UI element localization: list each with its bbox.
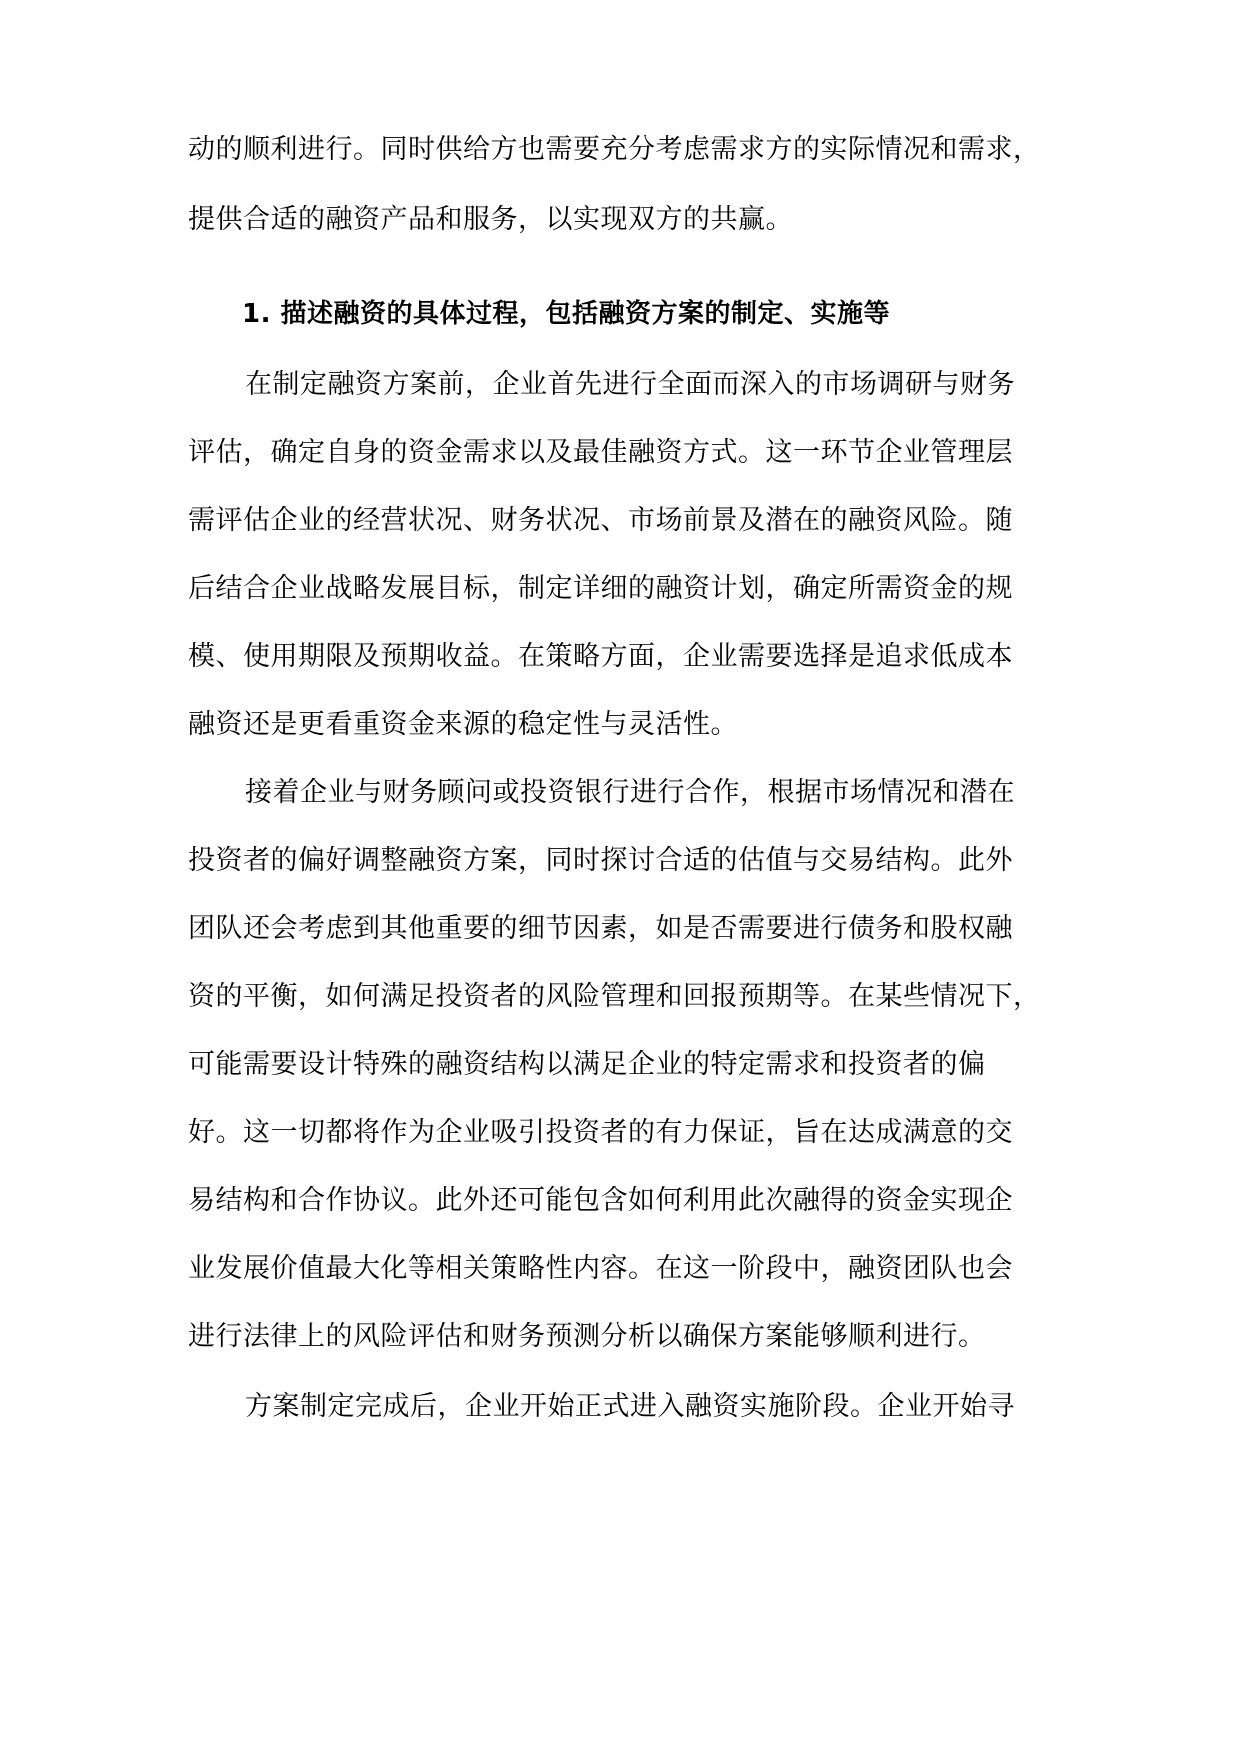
body-text-line: 资的平衡，如何满足投资者的风险管理和回报预期等。在某些情况下，: [188, 981, 1041, 1012]
body-text-line: 易结构和合作协议。此外还可能包含如何利用此次融得的资金实现企: [188, 1185, 1013, 1216]
body-text-line: 后结合企业战略发展目标，制定详细的融资计划，确定所需资金的规: [188, 573, 1013, 604]
body-text-line: 融资还是更看重资金来源的稳定性与灵活性。: [188, 709, 738, 740]
body-text-line: 投资者的偏好调整融资方案，同时探讨合适的估值与交易结构。此外: [188, 845, 1013, 876]
body-text-line: 可能需要设计特殊的融资结构以满足企业的特定需求和投资者的偏: [188, 1049, 986, 1080]
body-text-line: 好。这一切都将作为企业吸引投资者的有力保证，旨在达成满意的交: [188, 1117, 1013, 1148]
body-text-line: 接着企业与财务顾问或投资银行进行合作，根据市场情况和潜在: [245, 777, 1015, 808]
body-text-line: 提供合适的融资产品和服务，以实现双方的共赢。: [188, 204, 793, 235]
body-text-line: 动的顺利进行。同时供给方也需要充分考虑需求方的实际情况和需求，: [188, 134, 1041, 165]
body-text-line: 进行法律上的风险评估和财务预测分析以确保方案能够顺利进行。: [188, 1321, 986, 1352]
body-text-line: 业发展价值最大化等相关策略性内容。在这一阶段中，融资团队也会: [188, 1253, 1013, 1284]
section-heading: 1. 描述融资的具体过程，包括融资方案的制定、实施等: [242, 299, 891, 329]
body-text-line: 模、使用期限及预期收益。在策略方面，企业需要选择是追求低成本: [188, 641, 1013, 672]
body-text-line: 在制定融资方案前，企业首先进行全面而深入的市场调研与财务: [245, 369, 1015, 400]
body-text-line: 需评估企业的经营状况、财务状况、市场前景及潜在的融资风险。随: [188, 505, 1013, 536]
body-text-line: 团队还会考虑到其他重要的细节因素，如是否需要进行债务和股权融: [188, 913, 1013, 944]
body-text-line: 评估，确定自身的资金需求以及最佳融资方式。这一环节企业管理层: [188, 437, 1013, 468]
body-text-line: 方案制定完成后，企业开始正式进入融资实施阶段。企业开始寻: [245, 1391, 1015, 1422]
